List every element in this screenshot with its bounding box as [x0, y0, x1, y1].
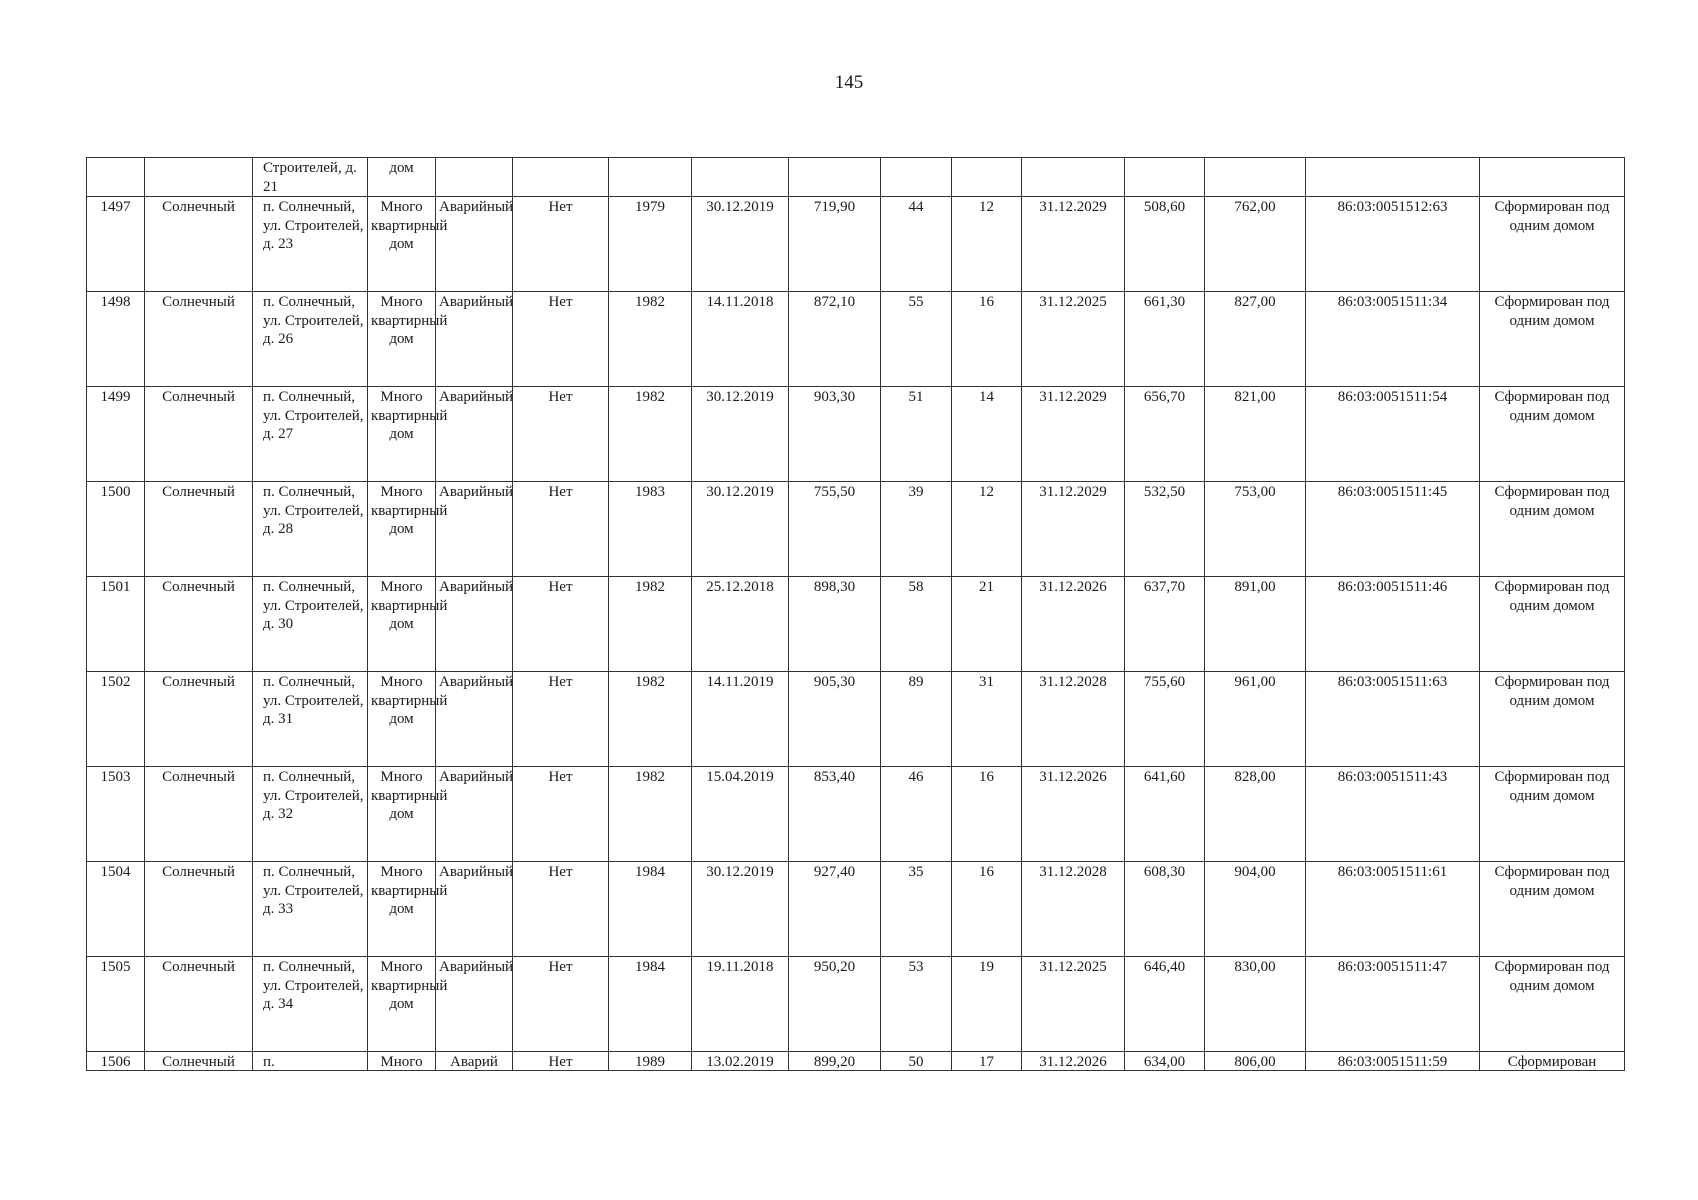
cell-living-area: 637,70	[1125, 577, 1205, 672]
cell-num: 1500	[87, 482, 145, 577]
cell-area: 719,90	[789, 197, 881, 292]
cell-cadastral: 86:03:0051511:61	[1306, 862, 1480, 957]
cell-status-text: Аварий	[450, 1054, 498, 1071]
cell-premises: 21	[952, 577, 1022, 672]
continuation-row	[87, 158, 1625, 197]
cell-residents-text: 50	[908, 1054, 924, 1071]
cell-address: п. Солнечный, ул. Строителей, д. 32	[253, 767, 368, 862]
cell-premises	[952, 158, 1022, 197]
cell-land-area: 828,00	[1205, 767, 1306, 862]
cell-address: п. Солнечный, ул. Строителей, д. 28	[253, 482, 368, 577]
cell-num	[87, 158, 145, 197]
cell-cadastral-text: 86:03:0051511:59	[1337, 1054, 1448, 1071]
cell-date-planned-text: 31.12.2026	[1039, 1054, 1107, 1071]
cell-area: 872,10	[789, 292, 881, 387]
cell-premises	[952, 1052, 1022, 1071]
cell-land-status: Сформирован под одним домом	[1480, 862, 1625, 957]
cell-residents: 89	[881, 672, 952, 767]
cell-premises: 31	[952, 672, 1022, 767]
cell-premises: 16	[952, 292, 1022, 387]
cell-residents	[881, 158, 952, 197]
cell-date-planned: 31.12.2029	[1022, 482, 1125, 577]
cell-land-status: Сформирован под одним домом	[1480, 577, 1625, 672]
cell-flag: Нет	[513, 767, 609, 862]
table-row	[87, 767, 1625, 862]
cell-address: п. Солнечный, ул. Строителей, д. 31	[253, 672, 368, 767]
cell-num: 1504	[87, 862, 145, 957]
cell-date-planned: 31.12.2029	[1022, 387, 1125, 482]
cell-area: 853,40	[789, 767, 881, 862]
cell-residents: 51	[881, 387, 952, 482]
cell-living-area: 661,30	[1125, 292, 1205, 387]
cell-land-area: 891,00	[1205, 577, 1306, 672]
cell-residents: 39	[881, 482, 952, 577]
cell-residents: 46	[881, 767, 952, 862]
cell-date-recognized: 30.12.2019	[692, 862, 789, 957]
cell-flag: Нет	[513, 862, 609, 957]
cell-date-recognized	[692, 158, 789, 197]
cell-residents: 53	[881, 957, 952, 1052]
cell-settlement: Солнечный	[145, 197, 253, 292]
table-row	[87, 482, 1625, 577]
cell-status: Аварийный	[436, 577, 513, 672]
cell-premises: 12	[952, 482, 1022, 577]
table-row	[87, 577, 1625, 672]
cell-year: 1982	[609, 577, 692, 672]
table-row	[87, 197, 1625, 292]
cell-settlement: Солнечный	[145, 387, 253, 482]
cell-status: Аварийный	[436, 292, 513, 387]
cell-flag	[513, 158, 609, 197]
table-row	[87, 387, 1625, 482]
registry-table	[86, 157, 1625, 1071]
cell-num: 1498	[87, 292, 145, 387]
cell-cadastral: 86:03:0051511:45	[1306, 482, 1480, 577]
cell-area: 903,30	[789, 387, 881, 482]
cell-land-area: 753,00	[1205, 482, 1306, 577]
cell-date-planned: 31.12.2028	[1022, 862, 1125, 957]
cell-land-status: Сформирован под одним домом	[1480, 292, 1625, 387]
cell-living-area	[1125, 1052, 1205, 1071]
cell-address: п. Солнечный, ул. Строителей, д. 34	[253, 957, 368, 1052]
cell-area: 755,50	[789, 482, 881, 577]
cell-land-area: 904,00	[1205, 862, 1306, 957]
cell-type: Много квартирный дом	[368, 387, 436, 482]
cell-type: Много квартирный дом	[368, 197, 436, 292]
cell-area: 927,40	[789, 862, 881, 957]
cell-land-status: Сформирован под одним домом	[1480, 387, 1625, 482]
cell-year: 1982	[609, 387, 692, 482]
cell-status: Аварийный	[436, 767, 513, 862]
cell-address: п. Солнечный, ул. Строителей, д. 27	[253, 387, 368, 482]
cell-settlement: Солнечный	[145, 577, 253, 672]
cell-type: дом	[368, 158, 436, 197]
cell-cadastral: 86:03:0051511:63	[1306, 672, 1480, 767]
cell-status: Аварийный	[436, 672, 513, 767]
cell-year: 1982	[609, 767, 692, 862]
cell-address	[253, 1052, 368, 1071]
cell-date-recognized: 30.12.2019	[692, 387, 789, 482]
cell-land-status: Сформирован под одним домом	[1480, 672, 1625, 767]
cell-area: 950,20	[789, 957, 881, 1052]
cell-flag	[513, 1052, 609, 1071]
table-row	[87, 672, 1625, 767]
cell-status: Аварийный	[436, 862, 513, 957]
cell-date-recognized: 30.12.2019	[692, 197, 789, 292]
table-row	[87, 957, 1625, 1052]
cell-settlement	[145, 1052, 253, 1071]
cell-num: 1501	[87, 577, 145, 672]
cell-land-area: 827,00	[1205, 292, 1306, 387]
cell-settlement: Солнечный	[145, 957, 253, 1052]
cell-address: п. Солнечный, ул. Строителей, д. 33	[253, 862, 368, 957]
cell-status: Аварийный	[436, 482, 513, 577]
cell-status	[436, 1052, 513, 1071]
cell-date-recognized: 25.12.2018	[692, 577, 789, 672]
cell-land-area: 961,00	[1205, 672, 1306, 767]
cell-premises: 19	[952, 957, 1022, 1052]
cell-type: Много квартирный дом	[368, 862, 436, 957]
cell-date-recognized-text: 13.02.2019	[706, 1054, 774, 1071]
cell-area	[789, 1052, 881, 1071]
cell-residents: 44	[881, 197, 952, 292]
cell-residents: 35	[881, 862, 952, 957]
cell-num-text: 1506	[100, 1054, 131, 1071]
cell-year: 1982	[609, 292, 692, 387]
cell-type: Много квартирный дом	[368, 577, 436, 672]
cell-settlement: Солнечный	[145, 672, 253, 767]
cell-status	[436, 158, 513, 197]
cell-type: Много квартирный дом	[368, 767, 436, 862]
cell-settlement: Солнечный	[145, 767, 253, 862]
cell-land-status	[1480, 1052, 1625, 1071]
cell-year	[609, 1052, 692, 1071]
cell-date-recognized: 15.04.2019	[692, 767, 789, 862]
cell-date-planned: 31.12.2025	[1022, 957, 1125, 1052]
cell-area	[789, 158, 881, 197]
cell-type-text: Много	[380, 1054, 423, 1071]
cell-land-area	[1205, 1052, 1306, 1071]
cell-living-area: 641,60	[1125, 767, 1205, 862]
cell-cadastral: 86:03:0051511:46	[1306, 577, 1480, 672]
cell-settlement-text: Солнечный	[162, 1054, 235, 1071]
cell-living-area: 508,60	[1125, 197, 1205, 292]
cell-year	[609, 158, 692, 197]
partial-table-row	[87, 1052, 1625, 1071]
cell-living-area: 656,70	[1125, 387, 1205, 482]
cell-land-status	[1480, 158, 1625, 197]
cell-land-status-text: Сформирован	[1507, 1054, 1597, 1071]
cell-land-area: 762,00	[1205, 197, 1306, 292]
cell-date-recognized: 30.12.2019	[692, 482, 789, 577]
cell-address: п. Солнечный, ул. Строителей, д. 30	[253, 577, 368, 672]
cell-flag: Нет	[513, 672, 609, 767]
cell-type: Много квартирный дом	[368, 957, 436, 1052]
cell-num: 1505	[87, 957, 145, 1052]
cell-address: Строителей, д. 21	[253, 158, 368, 197]
cell-date-planned	[1022, 1052, 1125, 1071]
cell-date-planned: 31.12.2026	[1022, 577, 1125, 672]
table-row	[87, 862, 1625, 957]
cell-num: 1499	[87, 387, 145, 482]
cell-land-area	[1205, 158, 1306, 197]
cell-num: 1503	[87, 767, 145, 862]
cell-residents: 55	[881, 292, 952, 387]
cell-type: Много квартирный дом	[368, 482, 436, 577]
cell-cadastral: 86:03:0051512:63	[1306, 197, 1480, 292]
cell-land-status: Сформирован под одним домом	[1480, 197, 1625, 292]
cell-address-text: п.	[263, 1054, 275, 1071]
cell-cadastral: 86:03:0051511:47	[1306, 957, 1480, 1052]
page-number: 145	[834, 72, 864, 93]
cell-year: 1983	[609, 482, 692, 577]
cell-date-recognized: 14.11.2018	[692, 292, 789, 387]
cell-status: Аварийный	[436, 387, 513, 482]
cell-land-status: Сформирован под одним домом	[1480, 767, 1625, 862]
cell-status: Аварийный	[436, 957, 513, 1052]
cell-date-recognized	[692, 1052, 789, 1071]
cell-year: 1984	[609, 957, 692, 1052]
cell-date-planned: 31.12.2029	[1022, 197, 1125, 292]
cell-date-planned: 31.12.2025	[1022, 292, 1125, 387]
cell-cadastral: 86:03:0051511:34	[1306, 292, 1480, 387]
cell-cadastral	[1306, 158, 1480, 197]
cell-area-text: 899,20	[813, 1054, 856, 1071]
cell-living-area-text: 634,00	[1143, 1054, 1186, 1071]
cell-premises-text: 17	[979, 1054, 994, 1071]
cell-date-planned: 31.12.2028	[1022, 672, 1125, 767]
cell-settlement: Солнечный	[145, 862, 253, 957]
cell-flag-text: Нет	[548, 1054, 573, 1071]
cell-settlement: Солнечный	[145, 482, 253, 577]
cell-cadastral: 86:03:0051511:54	[1306, 387, 1480, 482]
cell-flag: Нет	[513, 957, 609, 1052]
cell-status: Аварийный	[436, 197, 513, 292]
cell-living-area: 755,60	[1125, 672, 1205, 767]
cell-land-area: 830,00	[1205, 957, 1306, 1052]
cell-living-area	[1125, 158, 1205, 197]
cell-date-planned: 31.12.2026	[1022, 767, 1125, 862]
cell-type	[368, 1052, 436, 1071]
cell-address: п. Солнечный, ул. Строителей, д. 26	[253, 292, 368, 387]
cell-land-status: Сформирован под одним домом	[1480, 482, 1625, 577]
cell-premises: 12	[952, 197, 1022, 292]
cell-living-area: 646,40	[1125, 957, 1205, 1052]
cell-premises: 16	[952, 767, 1022, 862]
cell-living-area: 608,30	[1125, 862, 1205, 957]
cell-num: 1497	[87, 197, 145, 292]
cell-flag: Нет	[513, 387, 609, 482]
cell-flag: Нет	[513, 292, 609, 387]
cell-num: 1502	[87, 672, 145, 767]
cell-area: 898,30	[789, 577, 881, 672]
cell-num	[87, 1052, 145, 1071]
cell-settlement	[145, 158, 253, 197]
cell-type: Много квартирный дом	[368, 672, 436, 767]
cell-residents: 58	[881, 577, 952, 672]
cell-premises: 14	[952, 387, 1022, 482]
cell-living-area: 532,50	[1125, 482, 1205, 577]
cell-land-area-text: 806,00	[1234, 1054, 1276, 1071]
cell-land-area: 821,00	[1205, 387, 1306, 482]
cell-cadastral	[1306, 1052, 1480, 1071]
cell-date-planned	[1022, 158, 1125, 197]
cell-premises: 16	[952, 862, 1022, 957]
cell-area: 905,30	[789, 672, 881, 767]
cell-flag: Нет	[513, 482, 609, 577]
cell-date-recognized: 19.11.2018	[692, 957, 789, 1052]
cell-address: п. Солнечный, ул. Строителей, д. 23	[253, 197, 368, 292]
cell-flag: Нет	[513, 197, 609, 292]
cell-date-recognized: 14.11.2019	[692, 672, 789, 767]
cell-residents	[881, 1052, 952, 1071]
cell-year-text: 1989	[635, 1054, 665, 1071]
table-row	[87, 292, 1625, 387]
cell-type: Много квартирный дом	[368, 292, 436, 387]
cell-settlement: Солнечный	[145, 292, 253, 387]
cell-year: 1984	[609, 862, 692, 957]
table-body	[87, 158, 1625, 1071]
cell-land-status: Сформирован под одним домом	[1480, 957, 1625, 1052]
cell-cadastral: 86:03:0051511:43	[1306, 767, 1480, 862]
cell-year: 1982	[609, 672, 692, 767]
cell-flag: Нет	[513, 577, 609, 672]
cell-year: 1979	[609, 197, 692, 292]
